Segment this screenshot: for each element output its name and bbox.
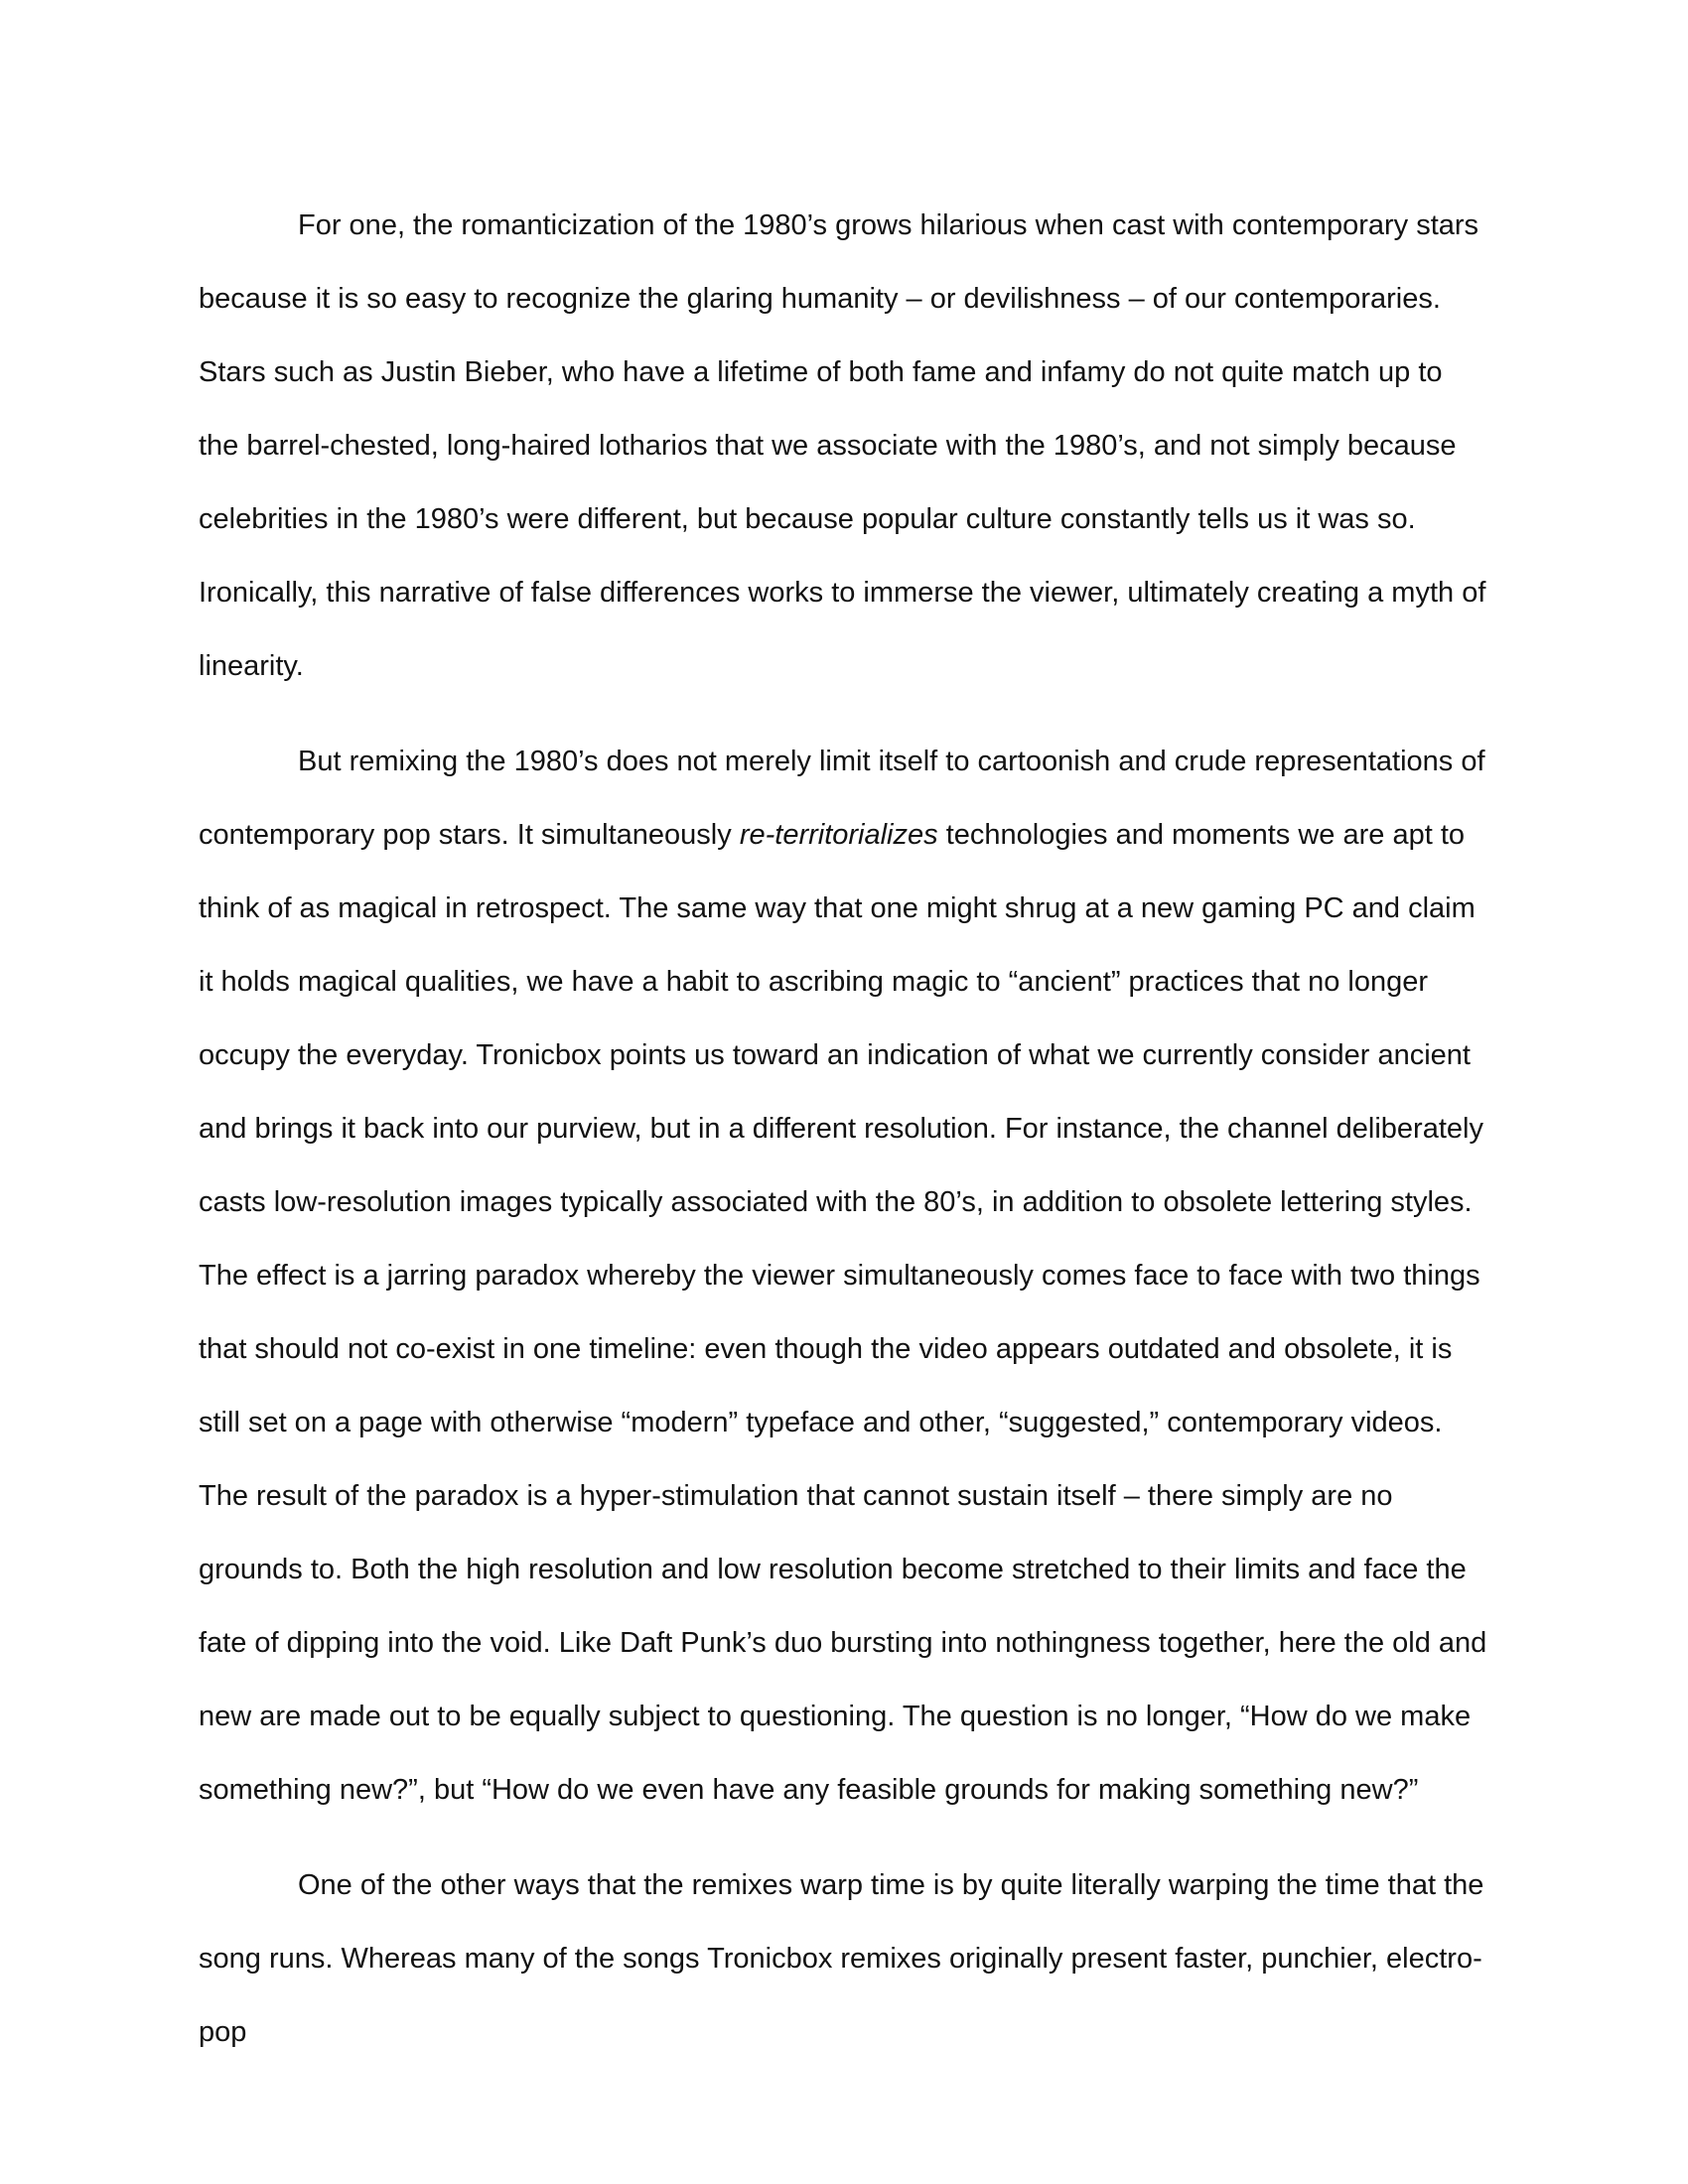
paragraph-2-text-after-italic: technologies and moments we are apt to think of as magical in retrospect. The same way that one might shrug at a new gaming PC and claim it holds magical qualities, we have a habit to ascribing magic to “ancient” practices that no longer occupy the everyday. Tronicbox points us toward an indication of what we currently consider ancient and brings it back into our purview, but in a different resolution. For instance, the channel deliberately casts low-resolution images typically associated with the 80’s, in addition to obsolete lettering styles. The effect is a jarring paradox whereby the viewer simultaneously comes face to face with two things that should not co-exist in one timeline: even though the video appears outdated and obsolete, it is still set on a page with otherwise “modern” typeface and other, “suggested,” contemporary videos. The result of the paradox is a hyper-stimulation that cannot sustain itself – there simply are no grounds to. Both the high resolution and low resolution become stretched to their limits and face the fate of dipping into the void. Like Daft Punk’s duo bursting into nothingness together, here the old and new are made out to be equally subject to questioning. The question is no longer, “How do we make something new?”, but “How do we even have any feasible grounds for making something new?” — [199, 819, 1487, 1806]
paragraph-2 — [199, 725, 1489, 1827]
paragraph-1-text: For one, the romanticization of the 1980’s grows hilarious when cast with contemporary stars because it is so easy to recognize the glaring humanity – or devilishness – of our contemporaries. Stars such as Justin Bieber, who have a lifetime of both fame and infamy do not quite match up to the barrel-chested, long-haired lotharios that we associate with the 1980’s, and not simply because celebrities in the 1980’s were different, but because popular culture constantly tells us it was so. Ironically, this narrative of false differences works to immerse the viewer, ultimately creating a myth of linearity. — [199, 209, 1486, 682]
paragraph-2-text-before-italic: But remixing the 1980’s does not merely limit itself to cartoonish and crude representations of contemporary pop stars. It simultaneously — [199, 746, 1485, 851]
italic-term: re-territorializes — [739, 819, 938, 851]
paragraph-1 — [199, 189, 1489, 703]
paragraph-3-text: One of the other ways that the remixes warp time is by quite literally warping the time that the song runs. Whereas many of the songs Tronicbox remixes originally present faster, punchier, electro-pop — [199, 1869, 1484, 2048]
paragraph-3 — [199, 1848, 1489, 2069]
essay-body — [199, 189, 1489, 2091]
